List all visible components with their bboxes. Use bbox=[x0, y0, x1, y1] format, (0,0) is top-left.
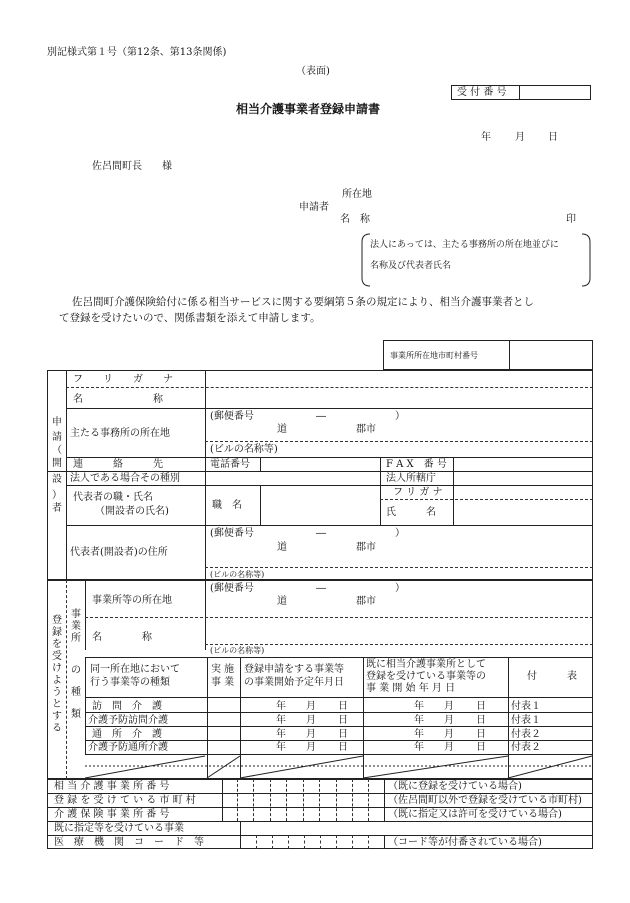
representative-address-label: 代表者(開設者)の住所 bbox=[70, 547, 168, 558]
main-office-postal-label: (郵便番号 bbox=[210, 411, 254, 422]
same-location-header-1: 同一所在地において bbox=[90, 664, 180, 675]
service-name: 介護予防訪問介護 bbox=[88, 715, 168, 726]
fax-label: F A X 番 号 bbox=[386, 459, 447, 470]
addressee: 佐呂間町長 様 bbox=[92, 161, 172, 172]
service-name: 通 所 介 護 bbox=[92, 729, 162, 740]
furigana-label: フ リ ガ ナ bbox=[73, 374, 173, 385]
applicant-note-line1: 法人にあっては、主たる事務所の所在地並びに bbox=[370, 240, 559, 250]
implement-header-2: 事 業 bbox=[211, 677, 235, 688]
main-office-building-label: (ビルの名称等) bbox=[210, 444, 278, 455]
applicant-role-label: 申請者 bbox=[299, 202, 329, 213]
registration-group-label: 登 録 を 受 け よ う と す る bbox=[52, 615, 62, 734]
applicant-name-label: 名 称 bbox=[340, 214, 370, 225]
applicant-note-line2: 名称及び代表者氏名 bbox=[370, 261, 452, 271]
corporation-office-label: 法人所轄庁 bbox=[386, 473, 436, 484]
applicant-address-label: 所在地 bbox=[342, 189, 372, 200]
footer-row-label: 介 護 保 険 事 業 所 番 号 bbox=[54, 809, 170, 820]
footer-row-note: （コード等が付番されている場合) bbox=[388, 837, 542, 848]
receipt-number-label: 受 付 番 号 bbox=[457, 87, 507, 98]
implement-header-1: 実 施 bbox=[211, 664, 235, 675]
footer-row-label: 医 療 機 関 コ ー ド 等 bbox=[54, 837, 204, 848]
service-name: 訪 問 介 護 bbox=[92, 701, 162, 712]
form-title: 相当介護事業者登録申請書 bbox=[236, 102, 381, 116]
municipality-code-label: 事業所所在地市町村番号 bbox=[390, 351, 478, 360]
start-date-header-1: 登録申請をする事業等 bbox=[244, 664, 344, 675]
footer-row-note: （既に登録を受けている場合) bbox=[388, 781, 522, 792]
main-office-address-label: 主たる事務所の所在地 bbox=[70, 428, 170, 439]
service-attachment: 付表１ bbox=[511, 715, 541, 726]
office-name-label: 名 称 bbox=[92, 632, 152, 643]
contact-label: 連 絡 先 bbox=[73, 459, 163, 470]
phone-label: 電話番号 bbox=[210, 459, 250, 470]
side-label: （表面) bbox=[296, 66, 330, 77]
date-year-label: 年 bbox=[481, 132, 491, 143]
name-label: 名 称 bbox=[73, 394, 163, 405]
service-attachment: 付表２ bbox=[511, 742, 541, 753]
date-month-label: 月 bbox=[515, 132, 525, 143]
office-address-label: 事業所等の所在地 bbox=[92, 595, 172, 606]
body-text-line1: 佐呂間町介護保険給付に係る相当サービスに関する要綱第５条の規定により、相当介護事業者とし bbox=[72, 296, 534, 308]
footer-row-label: 登 録 を 受 け て い る 市 町 村 bbox=[54, 795, 196, 806]
form-reference: 別記様式第１号（第12条、第13条関係) bbox=[47, 47, 227, 58]
representative-sub-label: （開設者の氏名) bbox=[95, 506, 169, 517]
date-day-label: 日 bbox=[548, 132, 558, 143]
furigana-small-label: フ リ ガ ナ bbox=[393, 487, 443, 498]
footer-row-label: 相 当 介 護 事 業 所 番 号 bbox=[54, 781, 170, 792]
existing-header-3: 事 業 開 始 年 月 日 bbox=[366, 683, 456, 694]
service-attachment: 付表１ bbox=[511, 701, 541, 712]
applicant-group-label: 申 請 （ 開 設 ） 者 bbox=[52, 417, 62, 514]
application-form-page: 別記様式第１号（第12条、第13条関係) （表面) 受 付 番 号 相当介護事業者登録申請書 年 月 日 佐呂間町長 様 所在地 申請者 名 称 印 法人にあっては、主たる事務所の所在地並びに 名称及び代表者氏名 佐呂間町介護保険給付に係る相当サービスに関する要綱第５条の規定により、相当介護事業者とし て登録を受けたいので、関係書類を添えて申請します。 事業所所在地市町村番号 申 請 （ 開 設 ） 者 フ リ ガ ナ 名 称 主たる事務所の所在地 (郵便番号 ― ） 道 郡市 (ビルの名称等) 連 絡 先 電話番号 F A X 番 号 法人である場合その種別 法人所轄庁 代表者の職・氏名 （開設者の氏名) 職 名 フ リ ガ ナ 氏 名 代表者(開設者)の住所 (郵便番号 ― ） 道 郡市 (ビルの名称等) 登 録 を 受 け よ う と す る 事 業 所 の 種 類 事業所等の所在地 (郵便番号 ― ） 道 郡市 名 称 (ビルの名称等) 同一所在地において 行う事業等の種類 実 施 事 業 登録申請をする事業等 の事業開始予定年月日 既に相当介護事業所として 登録を受けている事業等の 事 業 開 始 年 月 日 付 表 訪 問 介 護 年 月 日 年 月 日 付表１ 介護予防訪問介護 年 月 日 年 月 日 付表１ 通 所 介 護 年 月 日 年 月 日 付表２ 介護予防通所介護 年 月 日 年 月 日 付表２ 相 当 介 護 事 業 所 番 号 （既に登録を受けている場合) 登 録 を 受 け て い る 市 町 村 （佐呂間町以外で登録を受けている市町村) 介 護 保 険 事 業 所 番 号 （既に指定又は許可を受けている場合) 既に指定等を受けている事業 医 療 機 関 コ ー ド 等 （コード等が付番されている場合) bbox=[0, 0, 630, 903]
representative-label: 代表者の職・氏名 bbox=[73, 492, 153, 503]
job-title-label: 職 名 bbox=[212, 500, 242, 511]
same-location-header-2: 行う事業等の種類 bbox=[90, 677, 170, 688]
seal-mark: 印 bbox=[566, 214, 576, 225]
service-attachment: 付表２ bbox=[511, 729, 541, 740]
blank-service-row bbox=[85, 754, 593, 779]
existing-header-2: 登録を受けている事業等の bbox=[366, 671, 486, 682]
full-name-label: 氏 名 bbox=[386, 507, 436, 518]
office-kinds-group-label: 事 業 所 の 種 類 bbox=[71, 609, 81, 720]
body-text-line2: て登録を受けたいので、関係書類を添えて申請します。 bbox=[59, 312, 321, 324]
service-name: 介護予防通所介護 bbox=[88, 742, 168, 753]
start-date-header-2: の事業開始予定年月日 bbox=[244, 677, 344, 688]
footer-row-label: 既に指定等を受けている事業 bbox=[54, 823, 184, 834]
footer-row-note: （佐呂間町以外で登録を受けている市町村) bbox=[388, 795, 582, 806]
footer-row-note: （既に指定又は許可を受けている場合) bbox=[388, 809, 562, 820]
attachment-header: 付 表 bbox=[527, 671, 577, 682]
existing-header-1: 既に相当介護事業所として bbox=[366, 659, 486, 670]
corporation-type-label: 法人である場合その種別 bbox=[70, 473, 180, 484]
